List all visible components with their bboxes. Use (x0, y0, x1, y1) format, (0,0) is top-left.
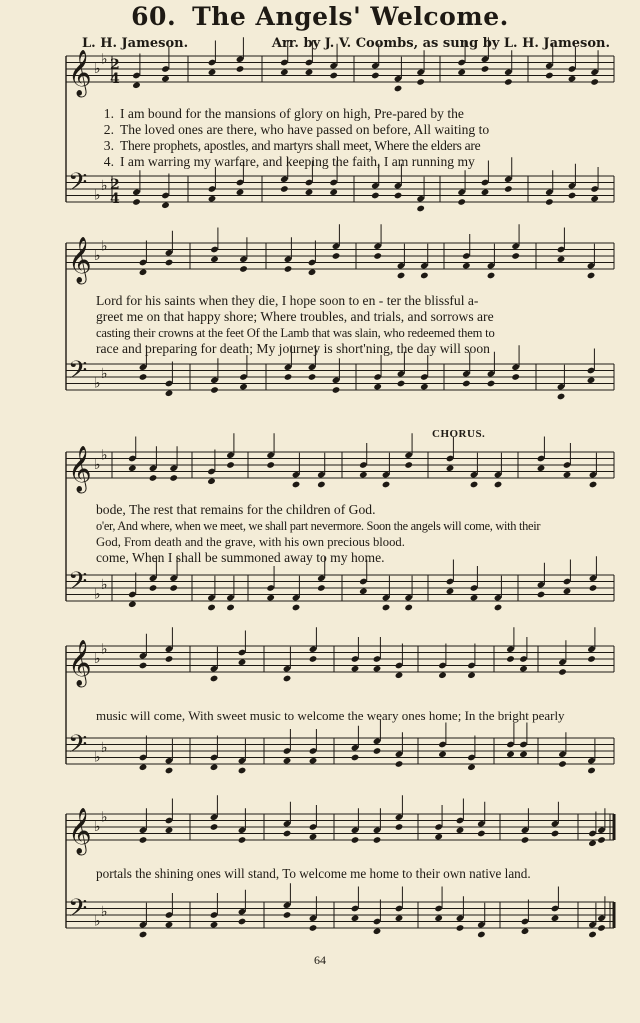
note-head (481, 65, 490, 73)
note-head (394, 192, 403, 200)
note-head (557, 393, 566, 401)
note-head (434, 914, 443, 922)
note-head (511, 373, 520, 381)
note-head (568, 75, 577, 83)
note-head (477, 931, 486, 939)
note-head (373, 927, 382, 935)
note-head (238, 658, 247, 666)
note-head (589, 481, 598, 489)
flat-sign: ♭ (94, 913, 101, 930)
verse-1-line-1: 1. I am bound for the mansions of glory on high, Pre-pared by the (103, 106, 464, 121)
note-head (139, 763, 148, 771)
note-head (238, 918, 247, 926)
note-head (359, 587, 368, 595)
note-head (456, 826, 465, 834)
flat-sign: ♭ (94, 375, 101, 392)
note-head (587, 767, 596, 775)
note-head (239, 383, 248, 391)
note-head (467, 671, 476, 679)
note-head (557, 255, 566, 263)
note-head (551, 830, 560, 838)
verse-4-line-1: 4. I am warring my warfare, and keeping the faith, I am running my (103, 154, 475, 169)
note-head (210, 823, 219, 831)
note-head (283, 675, 292, 683)
note-head (169, 584, 178, 592)
page-number: 64 (314, 953, 326, 967)
note-head (169, 474, 178, 482)
note-head (397, 272, 406, 280)
note-head (329, 188, 338, 196)
note-head (332, 252, 341, 260)
note-head (467, 763, 476, 771)
bass-clef-icon: 𝄢 (68, 567, 88, 602)
flat-sign: ♭ (94, 61, 101, 77)
flat-sign: ♭ (94, 457, 101, 473)
note-head (521, 836, 530, 844)
hymn-title-line (0, 2, 640, 31)
note-head (351, 665, 360, 673)
treble-clef-icon: 𝄞 (68, 640, 92, 686)
note-head (208, 195, 217, 203)
note-head (266, 461, 275, 469)
note-head (236, 188, 245, 196)
note-head (317, 584, 326, 592)
note-head (371, 72, 380, 80)
note-head (462, 380, 471, 388)
note-head (551, 914, 560, 922)
note-head (587, 376, 596, 384)
verse-2-line-2: greet me on that happy shore; Where troubles, and trials, and sorrows are (96, 309, 494, 324)
note-head (292, 481, 301, 489)
note-head (132, 198, 141, 206)
note-head (308, 268, 317, 276)
note-head (382, 481, 391, 489)
note-head (504, 185, 513, 193)
note-head (462, 262, 471, 270)
verse-4-line-3: come, When I shall be summoned away to my home. (96, 550, 385, 565)
time-signature-bottom: 4 (110, 191, 120, 207)
note-head (305, 188, 314, 196)
note-head (438, 750, 447, 758)
note-head (521, 927, 530, 935)
note-head (373, 836, 382, 844)
note-head (434, 833, 443, 841)
note-head (161, 75, 170, 83)
note-head (359, 471, 368, 479)
note-head (587, 655, 596, 663)
note-head (597, 836, 606, 844)
note-head (457, 68, 466, 76)
note-head (420, 383, 429, 391)
note-head (558, 760, 567, 768)
note-head (139, 268, 148, 276)
composer-credit: L. H. Jameson. (82, 36, 189, 51)
note-head (165, 655, 174, 663)
bass-clef-icon: 𝄢 (68, 730, 88, 765)
note-head (226, 461, 235, 469)
flat-sign: ♭ (94, 651, 101, 667)
verse-1-line-3: bode, The rest that remains for the children of God. (96, 502, 376, 517)
note-head (382, 604, 391, 612)
note-head (519, 750, 528, 758)
verse-2-line-3: o'er, And where, when we meet, we shall part nevermore. Soon the angels will come, with their (96, 519, 541, 533)
note-head (404, 604, 413, 612)
note-head (545, 72, 554, 80)
time-signature-top: 2 (110, 57, 120, 73)
note-head (210, 386, 219, 394)
note-head (394, 85, 403, 93)
note-head (397, 380, 406, 388)
note-head (470, 481, 479, 489)
flat-sign: ♭ (101, 739, 108, 756)
verse-3-line-3: God, From death and the grave, with his own precious blood. (96, 535, 405, 549)
note-head (373, 747, 382, 755)
note-head (481, 188, 490, 196)
note-head (446, 587, 455, 595)
note-head (139, 836, 148, 844)
note-head (161, 201, 170, 209)
note-head (238, 767, 247, 775)
note-head (477, 830, 486, 838)
note-head (373, 665, 382, 673)
note-head (506, 655, 515, 663)
note-head (446, 464, 455, 472)
verse-3-line-1: 3. There prophets, apostles, and martyrs shall meet, Where the elders are (103, 138, 481, 153)
note-head (165, 921, 174, 929)
note-head (416, 205, 425, 213)
flat-sign: ♭ (101, 809, 108, 826)
flat-sign: ♭ (101, 177, 108, 194)
note-head (238, 836, 247, 844)
note-head (210, 763, 219, 771)
flat-sign: ♭ (101, 903, 108, 920)
note-head (283, 757, 292, 765)
note-head (210, 675, 219, 683)
note-head (588, 931, 597, 939)
bass-clef-icon: 𝄢 (68, 168, 88, 203)
note-head (545, 198, 554, 206)
note-head (588, 839, 597, 847)
note-head (317, 481, 326, 489)
note-head (165, 259, 174, 267)
flat-sign: ♭ (101, 447, 108, 464)
note-head (139, 662, 148, 670)
note-head (373, 383, 382, 391)
treble-clef-icon: 𝄞 (68, 446, 92, 492)
note-head (395, 823, 404, 831)
flat-sign: ♭ (94, 248, 101, 264)
note-head (494, 604, 503, 612)
verse-3-line-2: casting their crowns at the feet Of the Lamb that was slain, who redeemed them to (96, 326, 495, 340)
note-head (456, 924, 465, 932)
note-head (590, 78, 599, 86)
verse-2-line-1: 2. The loved ones are there, who have passed on before, All waiting to (103, 122, 490, 137)
note-head (309, 924, 318, 932)
note-head (305, 68, 314, 76)
bass-clef-icon: 𝄢 (68, 894, 88, 929)
flat-sign: ♭ (94, 586, 101, 603)
note-head (563, 587, 572, 595)
note-head (332, 386, 341, 394)
verse-1-line-2: Lord for his saints when they die, I hope soon to en - ter the blissful a- (96, 293, 479, 308)
note-head (395, 671, 404, 679)
note-head (284, 373, 293, 381)
time-signature-bottom: 4 (110, 71, 120, 87)
note-head (373, 252, 382, 260)
note-head (589, 584, 598, 592)
note-head (292, 604, 301, 612)
time-signature-top: 2 (110, 177, 120, 193)
note-head (308, 373, 317, 381)
note-head (284, 265, 293, 273)
note-head (207, 477, 216, 485)
note-head (226, 604, 235, 612)
note-head (519, 665, 528, 673)
note-head (165, 389, 174, 397)
note-head (128, 464, 137, 472)
flat-sign: ♭ (101, 576, 108, 593)
note-head (494, 481, 503, 489)
note-head (506, 750, 515, 758)
note-head (504, 78, 513, 86)
flat-sign: ♭ (101, 641, 108, 658)
note-head (280, 68, 289, 76)
flat-sign: ♭ (101, 238, 108, 255)
note-head (487, 380, 496, 388)
note-head (420, 272, 429, 280)
note-head (587, 272, 596, 280)
note-head (283, 830, 292, 838)
note-head (309, 655, 318, 663)
note-head (597, 924, 606, 932)
note-head (309, 757, 318, 765)
note-head (537, 591, 546, 599)
note-head (404, 461, 413, 469)
flat-sign: ♭ (101, 51, 108, 68)
note-head (395, 914, 404, 922)
note-head (139, 931, 148, 939)
note-head (165, 826, 174, 834)
note-head (207, 604, 216, 612)
note-head (210, 255, 219, 263)
note-head (165, 767, 174, 775)
note-head (351, 836, 360, 844)
note-head (329, 72, 338, 80)
flat-sign: ♭ (94, 819, 101, 835)
note-head (280, 185, 289, 193)
hymn-number: 60. (131, 2, 177, 31)
note-head (590, 195, 599, 203)
note-head (236, 65, 245, 73)
treble-clef-icon: 𝄞 (68, 808, 92, 854)
bass-clef-icon: 𝄢 (68, 356, 88, 391)
note-head (438, 671, 447, 679)
note-head (149, 584, 158, 592)
note-head (371, 192, 380, 200)
treble-clef-icon: 𝄞 (68, 237, 92, 283)
flat-sign: ♭ (94, 749, 101, 766)
hymn-title: The Angels' Welcome. (192, 2, 509, 31)
note-head (208, 68, 217, 76)
treble-clef-icon: 𝄞 (68, 50, 92, 96)
note-head (470, 594, 479, 602)
note-head (351, 914, 360, 922)
note-head (128, 600, 137, 608)
note-head (457, 198, 466, 206)
chorus-line-1: music will come, With sweet music to welcome the weary ones home; In the bright pearly (96, 708, 565, 723)
arranger-credit: Arr. by J. V. Coombs, as sung by L. H. Jameson. (271, 36, 610, 51)
note-head (351, 754, 360, 762)
note-head (568, 192, 577, 200)
note-head (558, 668, 567, 676)
note-head (537, 464, 546, 472)
note-head (239, 265, 248, 273)
flat-sign: ♭ (101, 365, 108, 382)
chorus-line-2: portals the shining ones will stand, To welcome me home to their own native land. (96, 866, 531, 881)
note-head (563, 471, 572, 479)
chorus-label: CHORUS. (432, 428, 486, 440)
note-head (210, 921, 219, 929)
note-head (139, 373, 148, 381)
note-head (149, 474, 158, 482)
note-head (266, 594, 275, 602)
note-head (309, 833, 318, 841)
note-head (283, 911, 292, 919)
note-head (132, 81, 141, 89)
note-head (416, 78, 425, 86)
flat-sign: ♭ (94, 187, 101, 204)
verse-4-line-2: race and preparing for death; My journey is short'ning, the day will soon (96, 341, 490, 356)
note-head (487, 272, 496, 280)
note-head (395, 760, 404, 768)
note-head (511, 252, 520, 260)
